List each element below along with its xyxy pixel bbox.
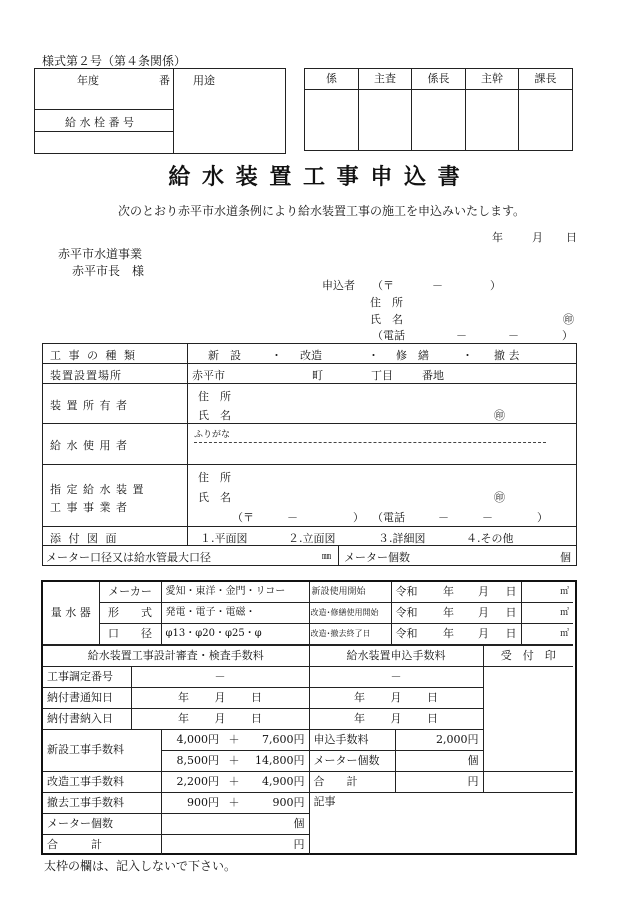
year-label: 年度 (77, 74, 99, 87)
app-notice-date-value: 年 月 日 (309, 688, 483, 709)
work-type-remodel: 改造 (300, 349, 322, 362)
new-fee-a: 4,000円 (161, 730, 223, 751)
new-fee-op: ＋ (223, 730, 245, 751)
type-label: 形 式 (99, 603, 161, 624)
work-type-sep: ・ (368, 349, 379, 362)
total-label: 合 計 (43, 835, 161, 856)
usage-month: 月 (458, 624, 493, 645)
survey-number-dash: － (131, 667, 309, 688)
app-meter-count-unit: 個 (395, 751, 483, 772)
work-type-label: 工 事 の 種 類 (50, 349, 137, 362)
user-furigana: ふりがな (194, 430, 231, 440)
number-label: 番 (159, 74, 170, 87)
contractor-address-label: 住 所 (198, 471, 231, 484)
owner-address-label: 住 所 (198, 390, 231, 403)
remarks-area (309, 793, 573, 856)
location-chome: 丁目 (371, 369, 393, 382)
notice-date-label: 納付書通知日 (43, 688, 131, 709)
applicant-phone-dash1: － (456, 329, 467, 342)
usage-year: 年 (423, 603, 458, 624)
approval-header: 課長 (519, 69, 573, 90)
usage-unit: ㎥ (521, 624, 573, 645)
receipt-stamp-area (483, 667, 573, 772)
new-fee-op: ＋ (223, 751, 245, 772)
app-fee-value: 2,000円 (395, 730, 483, 751)
remodel-fee-label: 改造工事手数料 (43, 772, 161, 793)
applicant-seal: ㊞ (563, 313, 574, 326)
meter-diameter-label: メーター口径又は給水管最大口径 (46, 551, 211, 564)
app-fee-header: 給水装置申込手数料 (309, 646, 483, 667)
removal-fee-label: 撤去工事手数料 (43, 793, 161, 814)
owner-label: 装 置 所 有 者 (50, 399, 128, 412)
contractor-seal: ㊞ (494, 491, 505, 504)
new-fee-b: 7,600円 (245, 730, 309, 751)
removal-fee-op: ＋ (223, 793, 245, 814)
meter-count-unit: 個 (560, 551, 571, 564)
fees-header: 給水装置工事設計審査・検査手数料 (43, 646, 309, 667)
paid-date-label: 納付書納入日 (43, 709, 131, 730)
contractor-postal: （〒 － ） (232, 511, 364, 524)
usage-era: 令和 (391, 582, 423, 603)
usage-row-label: 改造･撤去終了日 (309, 624, 391, 645)
addressee-line1: 赤平市水道事業 (58, 247, 143, 261)
applicant-label: 申込者 (322, 279, 355, 292)
receipt-header: 受 付 印 (483, 646, 573, 667)
date-day: 日 (566, 231, 577, 244)
usage-day: 日 (493, 582, 521, 603)
usage-row-label: 改造･修繕使用開始 (309, 603, 391, 624)
approval-header: 係 (305, 69, 359, 90)
user-label: 給 水 使 用 者 (50, 439, 128, 452)
drawing-option: ４.その他 (466, 532, 514, 545)
survey-number-label: 工事調定番号 (43, 667, 131, 688)
removal-fee-b: 900円 (245, 793, 309, 814)
remodel-fee-b: 4,900円 (245, 772, 309, 793)
owner-seal: ㊞ (494, 409, 505, 422)
date-year: 年 (492, 231, 503, 244)
work-type-sep: ・ (462, 349, 473, 362)
work-type-repair: 修 繕 (396, 349, 429, 362)
usage-day: 日 (493, 624, 521, 645)
furigana-dashed-line (194, 442, 546, 443)
approval-header: 係長 (412, 69, 466, 90)
meter-info-table (43, 582, 573, 645)
remarks-label: 記事 (313, 795, 336, 808)
diameter-label: 口 径 (99, 624, 161, 645)
new-fee-a: 8,500円 (161, 751, 223, 772)
diameter-value: φ13・φ20・φ25・φ (161, 624, 309, 645)
applicant-phone-close: ） (562, 329, 573, 342)
app-fee-label: 申込手数料 (309, 730, 395, 751)
location-town: 町 (312, 369, 323, 382)
form-id: 様式第２号（第４条関係） (42, 54, 187, 68)
notice-date-value: 年 月 日 (131, 688, 309, 709)
applicant-name-label: 氏 名 (370, 313, 403, 326)
location-label: 装置設置場所 (50, 369, 122, 382)
usage-row-label: 新設使用開始 (309, 582, 391, 603)
remodel-fee-op: ＋ (223, 772, 245, 793)
location-banchi: 番地 (422, 369, 444, 382)
applicant-postal-open: （〒 (372, 279, 394, 292)
meter-count-unit: 個 (161, 814, 309, 835)
usage-day: 日 (493, 603, 521, 624)
app-total-unit: 円 (395, 772, 483, 793)
usage-era: 令和 (391, 624, 423, 645)
contractor-label-2: 工 事 事 業 者 (50, 501, 128, 514)
meter-count-label: メーター個数 (344, 551, 410, 564)
approval-header: 主幹 (466, 69, 519, 90)
app-survey-dash: － (309, 667, 483, 688)
paid-date-value: 年 月 日 (131, 709, 309, 730)
drawings-label: 添 付 図 面 (50, 532, 119, 545)
meter-diameter-unit: ㎜ (322, 552, 332, 562)
usage-unit: ㎥ (521, 582, 573, 603)
location-city: 赤平市 (192, 369, 225, 382)
app-paid-date-value: 年 月 日 (309, 709, 483, 730)
application-section (42, 343, 577, 566)
contractor-name-label: 氏 名 (198, 491, 231, 504)
owner-name-label: 氏 名 (198, 409, 231, 422)
remodel-fee-a: 2,200円 (161, 772, 223, 793)
work-type-sep: ・ (271, 349, 282, 362)
contractor-phone: （電話 － － ） (372, 511, 548, 524)
hydrant-label: 給 水 栓 番 号 (65, 116, 134, 129)
app-meter-count-label: メーター個数 (309, 751, 395, 772)
maker-value: 愛知・東洋・金門・リコー (161, 582, 309, 603)
usage-year: 年 (423, 582, 458, 603)
usage-era: 令和 (391, 603, 423, 624)
work-type-removal: 撤 去 (494, 349, 520, 362)
applicant-postal-dash: － (432, 279, 443, 292)
fees-table (43, 645, 573, 855)
applicant-phone-open: （電話 (372, 329, 405, 342)
usage-month: 月 (458, 603, 493, 624)
addressee-line2: 赤平市長 様 (72, 264, 145, 278)
usage-unit: ㎥ (521, 603, 573, 624)
new-fee-b: 14,800円 (245, 751, 309, 772)
purpose-label: 用途 (193, 74, 215, 87)
page-title: 給 水 装 置 工 事 申 込 書 (168, 164, 462, 190)
footer-note: 太枠の欄は、記入しないで下さい。 (44, 859, 237, 873)
maker-label: メーカー (99, 582, 161, 603)
intro-text: 次のとおり赤平市水道条例により給水装置工事の施工を申込みいたします。 (118, 204, 526, 218)
drawing-option: ３.詳細図 (378, 532, 426, 545)
meter-label: 量 水 器 (43, 582, 99, 645)
applicant-postal-close: ） (490, 279, 501, 292)
usage-month: 月 (458, 582, 493, 603)
type-value: 発電・電子・電磁・ (161, 603, 309, 624)
total-unit: 円 (161, 835, 309, 856)
approval-header: 主査 (359, 69, 412, 90)
new-fee-label: 新設工事手数料 (43, 730, 161, 772)
work-type-new: 新 設 (208, 349, 241, 362)
drawing-option: ２.立面図 (288, 532, 336, 545)
app-total-label: 合 計 (309, 772, 395, 793)
removal-fee-a: 900円 (161, 793, 223, 814)
approval-table (304, 68, 573, 151)
usage-year: 年 (423, 624, 458, 645)
applicant-address-label: 住 所 (370, 296, 403, 309)
top-left-box (34, 68, 286, 154)
drawing-option: １.平面図 (200, 532, 248, 545)
meter-count-label: メーター個数 (43, 814, 161, 835)
applicant-phone-dash2: － (508, 329, 519, 342)
date-month: 月 (532, 231, 543, 244)
contractor-label-1: 指 定 給 水 装 置 (50, 483, 145, 496)
